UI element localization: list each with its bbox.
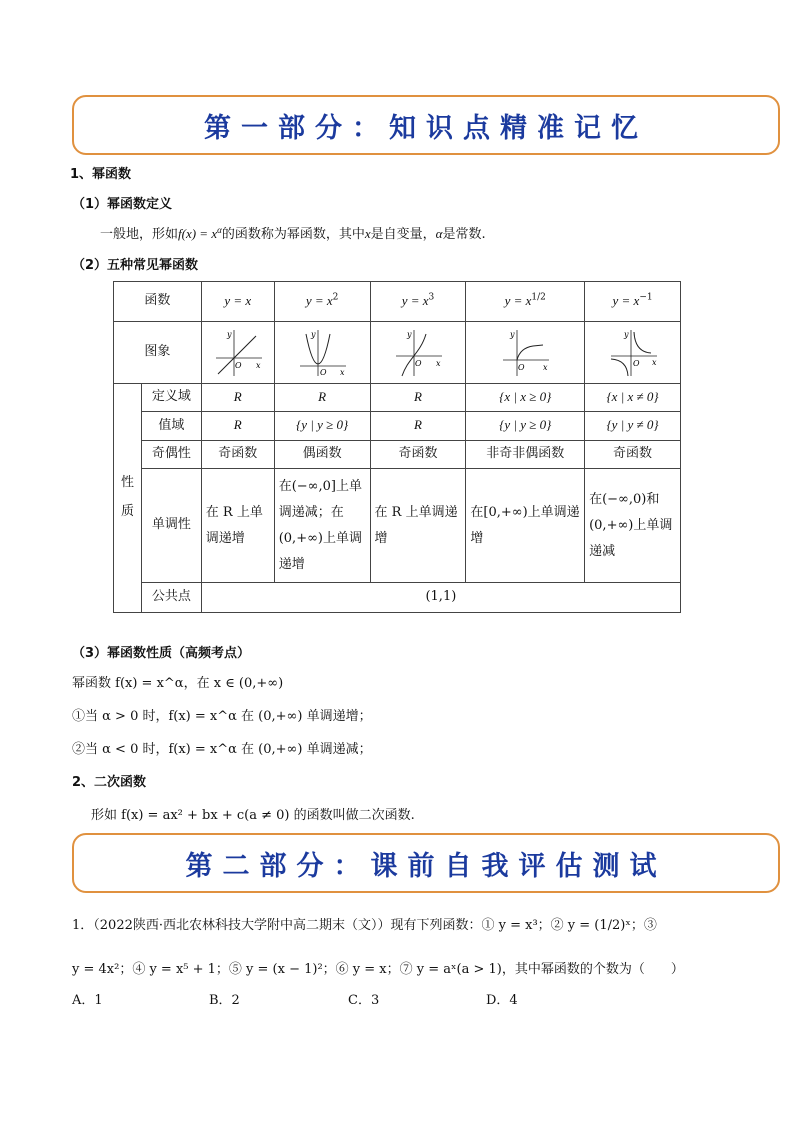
option-c[interactable]: C．3 <box>348 993 380 1008</box>
section2-title: 2、二次函数 <box>72 775 147 790</box>
section1-3-title: （3）幂函数性质（高频考点） <box>72 646 251 661</box>
parity-2: 偶函数 <box>274 441 370 469</box>
svg-text:x: x <box>543 362 548 372</box>
domain-2: R <box>274 384 370 412</box>
property-line-2: ①当 α > 0 时，f(x) = x^α 在 (0,+∞) 单调递增； <box>72 709 372 724</box>
property-line-1: 幂函数 f(x) = x^α，在 x ∈ (0,+∞) <box>72 676 284 691</box>
part1-banner: 第一部分：知识点精准记忆 <box>72 95 780 155</box>
section1-title: 1、幂函数 <box>70 167 132 182</box>
svg-text:y: y <box>510 329 515 339</box>
header-range: 值域 <box>141 412 201 441</box>
quadratic-definition: 形如 f(x) = ax² + bx + c(a ≠ 0) 的函数叫做二次函数. <box>91 808 415 823</box>
mono-5: 在(−∞,0)和(0,+∞)上单调递减 <box>585 469 681 583</box>
row-parity <box>114 441 681 469</box>
option-d[interactable]: D．4 <box>486 993 518 1008</box>
mono-1: 在 R 上单调递增 <box>201 469 274 583</box>
parity-3: 奇函数 <box>370 441 466 469</box>
svg-text:O: O <box>320 367 327 377</box>
domain-3: R <box>370 384 466 412</box>
svg-text:x: x <box>651 357 657 367</box>
svg-text:x: x <box>340 367 345 377</box>
svg-text:O: O <box>414 358 422 368</box>
header-function: 函数 <box>114 282 202 322</box>
range-5: {y | y ≠ 0} <box>585 412 681 441</box>
range-1: R <box>201 412 274 441</box>
row-range <box>114 412 681 441</box>
func-cell-4: $y = x^{1/2}$ <box>466 282 585 322</box>
func-cell-5: $y = x^{-1}$ <box>585 282 681 322</box>
row-domain <box>114 384 681 412</box>
question-1-line-1: 1．（2022陕西·西北农林科技大学附中高二期末（文））现有下列函数：① y = x³；② y = (1/2)ˣ；③ <box>72 918 657 933</box>
header-properties: 性质 <box>114 384 142 613</box>
header-domain: 定义域 <box>141 384 201 412</box>
mono-2: 在(−∞,0]上单调递减；在(0,+∞)上单调递增 <box>274 469 370 583</box>
question-1-line-2: y = 4x²；④ y = x⁵ + 1；⑤ y = (x − 1)²；⑥ y = x；⑦ y = aˣ(a > 1)，其中幂函数的个数为（ ） <box>72 962 684 977</box>
row-monotonicity <box>114 469 681 583</box>
svg-text:y: y <box>226 329 232 339</box>
parity-1: 奇函数 <box>201 441 274 469</box>
option-b[interactable]: B．2 <box>209 993 240 1008</box>
svg-text:O: O <box>632 358 640 368</box>
func-cell-3: $y = x^3$ <box>370 282 466 322</box>
svg-text:x: x <box>255 360 261 370</box>
domain-5: {x | x ≠ 0} <box>585 384 681 412</box>
row-functions <box>114 282 681 322</box>
range-4: {y | y ≥ 0} <box>466 412 585 441</box>
svg-text:x: x <box>435 358 441 368</box>
range-2: {y | y ≥ 0} <box>274 412 370 441</box>
graph-y-eq-x <box>201 322 274 384</box>
range-3: R <box>370 412 466 441</box>
row-graphs <box>114 322 681 384</box>
domain-4: {x | x ≥ 0} <box>466 384 585 412</box>
graph-y-eq-x2 <box>274 322 370 384</box>
section1-1-title: （1）幂函数定义 <box>72 197 173 212</box>
part2-banner: 第二部分：课前自我评估测试 <box>72 833 780 893</box>
svg-text:y: y <box>623 329 629 339</box>
svg-text:O: O <box>234 360 242 370</box>
domain-1: R <box>201 384 274 412</box>
func-cell-2: $y = x^2$ <box>274 282 370 322</box>
property-line-3: ②当 α < 0 时，f(x) = x^α 在 (0,+∞) 单调递减； <box>72 742 372 757</box>
header-monotonicity: 单调性 <box>141 469 201 583</box>
option-a[interactable]: A．1 <box>72 993 103 1008</box>
mono-4: 在[0,+∞)上单调递增 <box>466 469 585 583</box>
func-cell-1: y = x <box>201 282 274 322</box>
svg-text:y: y <box>311 329 316 339</box>
header-common-point: 公共点 <box>141 583 201 613</box>
row-common-point <box>114 583 681 613</box>
graph-y-eq-x-inv <box>585 322 681 384</box>
parity-5: 奇函数 <box>585 441 681 469</box>
common-point-value: (1,1) <box>201 583 680 613</box>
graph-y-eq-x3 <box>370 322 466 384</box>
mono-3: 在 R 上单调递增 <box>370 469 466 583</box>
parity-4: 非奇非偶函数 <box>466 441 585 469</box>
section1-2-title: （2）五种常见幂函数 <box>72 258 199 273</box>
header-graph: 图象 <box>114 322 202 384</box>
power-functions-table <box>113 281 681 613</box>
svg-text:y: y <box>406 329 412 339</box>
header-parity: 奇偶性 <box>141 441 201 469</box>
definition-text: 一般地，形如$f(x) = x^\alpha$的函数称为幂函数，其中x是自变量，α是常数. <box>100 224 486 242</box>
graph-y-eq-x-half <box>466 322 585 384</box>
svg-text:O: O <box>518 362 525 372</box>
